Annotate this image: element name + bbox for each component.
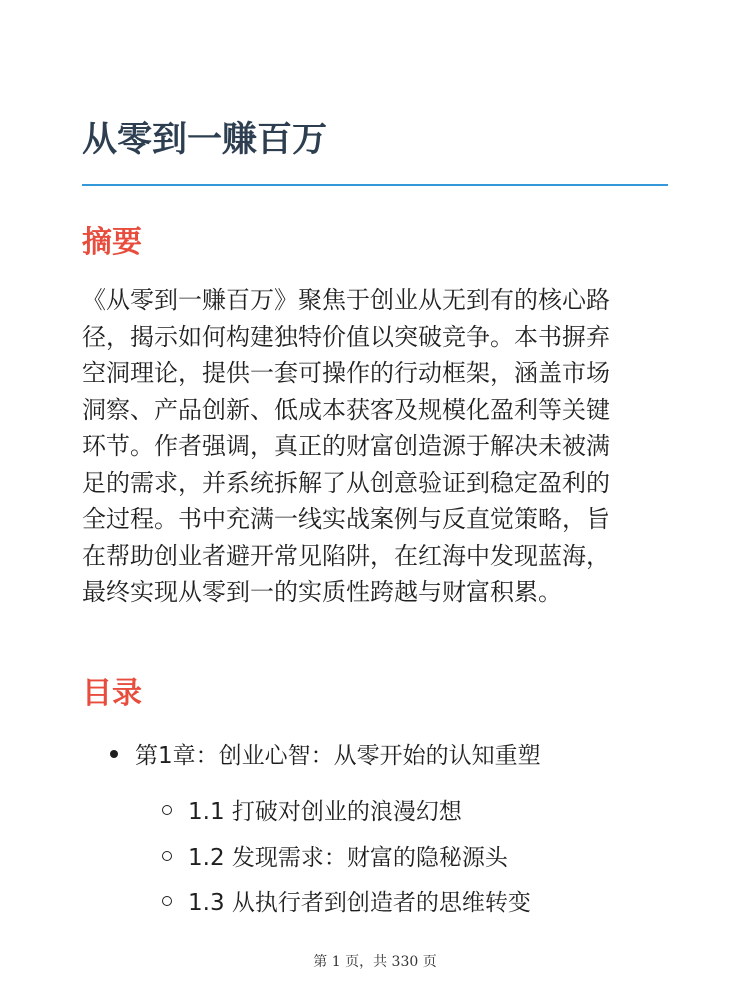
abstract-paragraph	[82, 282, 670, 611]
page-number: 第 1 页，共 330 页	[313, 954, 437, 970]
toc-section-1-3	[162, 885, 531, 921]
toc-heading: 目录	[82, 676, 142, 711]
toc-chapter-label: 第1章：创业心智：从零开始的认知重塑	[135, 743, 541, 769]
toc-section-1-1	[162, 794, 462, 830]
abstract-line: 径，揭示如何构建独特价值以突破竞争。本书摒弃	[82, 322, 610, 351]
toc-chapter-1	[110, 738, 541, 774]
bullet-disc-icon	[110, 750, 118, 758]
abstract-line: 足的需求，并系统拆解了从创意验证到稳定盈利的	[82, 468, 610, 497]
abstract-line: 全过程。书中充满一线实战案例与反直觉策略，旨	[82, 505, 610, 533]
title-divider	[82, 184, 668, 186]
abstract-line: 洞察、产品创新、低成本获客及规模化盈利等关键	[82, 395, 610, 424]
abstract-line: 《从零到一赚百万》聚焦于创业从无到有的核心路	[82, 286, 610, 314]
toc-section-label: 1.2 发现需求：财富的隐秘源头	[188, 845, 508, 871]
bullet-circle-icon	[162, 851, 172, 861]
bullet-circle-icon	[162, 805, 172, 815]
abstract-line: 空洞理论，提供一套可操作的行动框架，涵盖市场	[82, 359, 610, 387]
bullet-circle-icon	[162, 896, 172, 906]
abstract-line: 环节。作者强调，真正的财富创造源于解决未被满	[82, 432, 610, 460]
abstract-heading: 摘要	[82, 225, 142, 260]
toc-section-label: 1.1 打破对创业的浪漫幻想	[188, 799, 462, 825]
toc-section-label: 1.3 从执行者到创造者的思维转变	[188, 890, 531, 916]
toc-section-1-2	[162, 840, 508, 876]
document-title: 从零到一赚百万	[82, 120, 328, 160]
abstract-line: 最终实现从零到一的实质性跨越与财富积累。	[82, 578, 562, 606]
abstract-line: 在帮助创业者避开常见陷阱，在红海中发现蓝海，	[82, 541, 610, 570]
